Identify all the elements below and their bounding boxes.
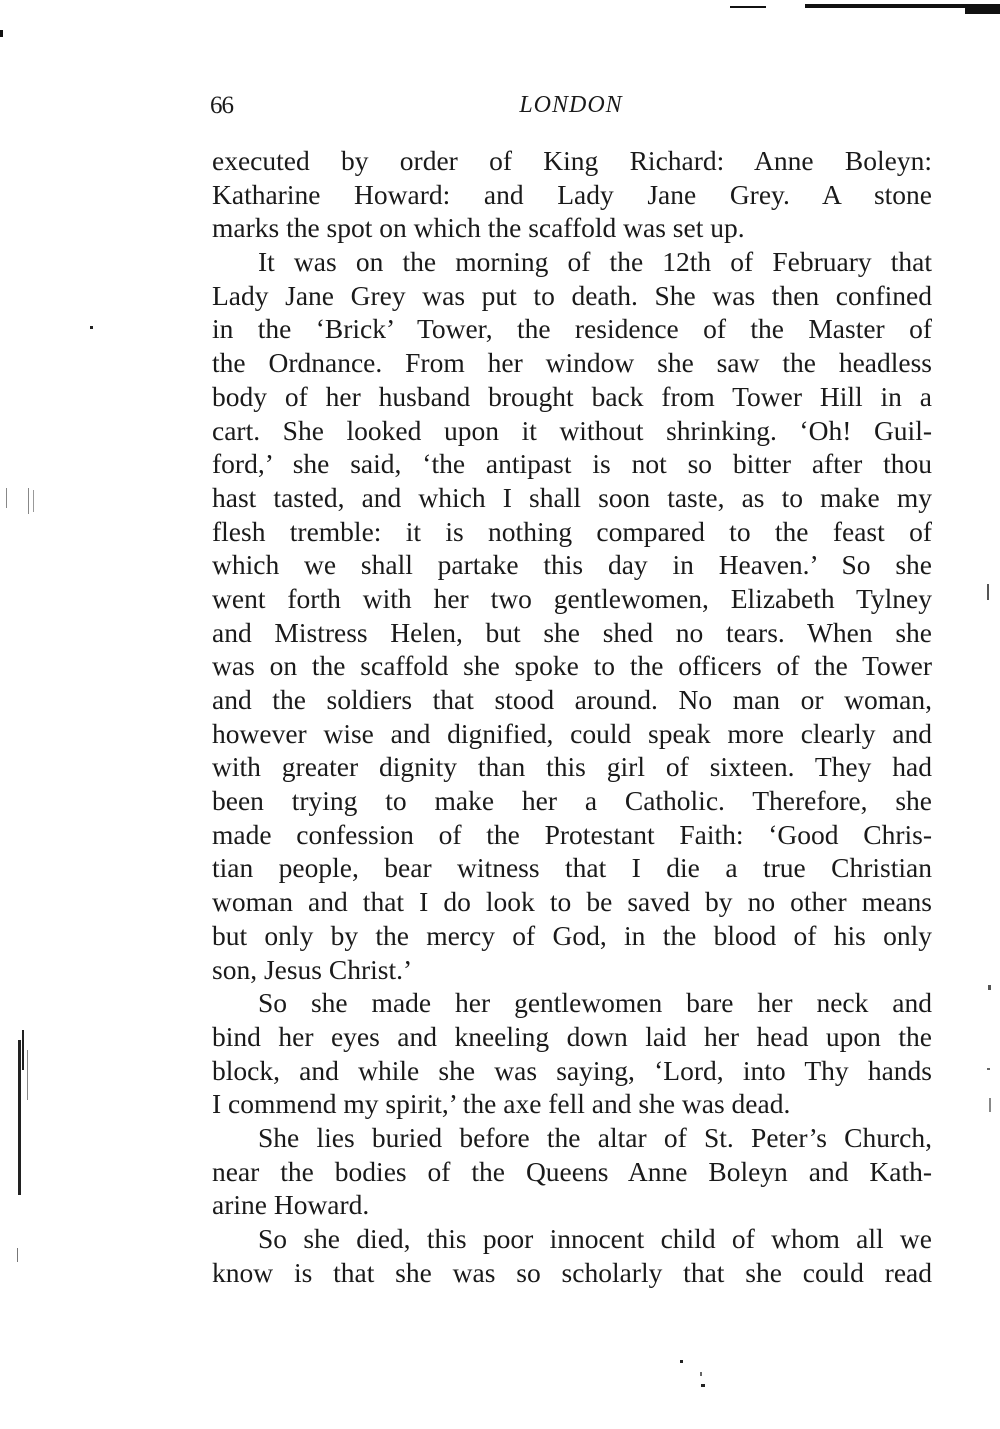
text-line: Lady Jane Grey was put to death. She was then confined: [212, 279, 932, 311]
scan-artifact-speck: [989, 1098, 991, 1112]
text-line: bind her eyes and kneeling down laid her head upon the: [212, 1020, 932, 1052]
scan-artifact-bar: [28, 488, 29, 514]
text-line: made confession of the Protestant Faith: ‘Good Chris-: [212, 818, 932, 850]
body-text: [212, 144, 932, 1289]
paragraph-first-line: So she died, this poor innocent child of whom all we: [258, 1223, 932, 1254]
text-line: hast tasted, and which I shall soon taste, as to make my: [212, 481, 932, 513]
scan-artifact-speck: [700, 1372, 702, 1376]
text-line: Katharine Howard: and Lady Jane Grey. A stone: [212, 178, 932, 210]
scan-artifact-rule: [730, 6, 766, 8]
text-line: was on the scaffold she spoke to the officers of the Tower: [212, 650, 932, 682]
running-title: LONDON: [519, 92, 623, 118]
text-line: flesh tremble: it is nothing compared to the feast of: [212, 515, 932, 547]
text-line: but only by the mercy of God, in the blood of his only: [212, 919, 932, 951]
scan-artifact-speck: [987, 1068, 990, 1070]
scan-artifact-speck: [988, 985, 991, 990]
text-line: woman and that I do look to be saved by no other means: [212, 886, 932, 918]
text-line: arine Howard.: [212, 1189, 370, 1221]
scan-artifact-rule: [965, 4, 1000, 14]
page-header: [210, 92, 932, 126]
text-line: which we shall partake this day in Heaven.’ So she: [212, 549, 932, 581]
scan-artifact-bar: [18, 1040, 21, 1195]
scan-artifact-speck: [90, 326, 93, 329]
scan-artifact-bar: [6, 488, 7, 508]
text-line: and the soldiers that stood around. No man or woman,: [212, 684, 932, 715]
text-line: ford,’ she said, ‘the antipast is not so bitter after thou: [212, 448, 932, 480]
scan-artifact-bar: [33, 490, 34, 512]
text-line: went forth with her two gentlewomen, Elizabeth Tylney: [212, 582, 932, 614]
scan-artifact-bar: [27, 1050, 28, 1100]
text-line: tian people, bear witness that I die a true Christian: [212, 852, 932, 884]
text-line: body of her husband brought back from Tower Hill in a: [212, 380, 932, 412]
text-line: marks the spot on which the scaffold was set up.: [212, 212, 745, 244]
text-line: executed by order of King Richard: Anne Boleyn:: [212, 145, 932, 176]
scan-artifact-bar: [17, 1248, 18, 1262]
scan-artifact-bar: [22, 1030, 24, 1070]
text-line: cart. She looked upon it without shrinking. ‘Oh! Guil-: [212, 414, 932, 446]
text-line: and Mistress Helen, but she shed no tears. When she: [212, 616, 932, 648]
paragraph-first-line: So she made her gentlewomen bare her neck and: [258, 987, 932, 1019]
scan-artifact-speck: [987, 584, 989, 600]
text-line: been trying to make her a Catholic. Therefore, she: [212, 785, 932, 817]
page-number: 66: [210, 92, 233, 119]
text-line: son, Jesus Christ.’: [212, 953, 413, 985]
text-line: know is that she was so scholarly that she could read: [212, 1256, 932, 1288]
scan-artifact-speck: [701, 1384, 705, 1387]
scan-artifact-speck: [680, 1360, 683, 1363]
scan-artifact-tick: [0, 30, 3, 37]
text-line: I commend my spirit,’ the axe fell and she was dead.: [212, 1088, 791, 1120]
text-line: however wise and dignified, could speak more clearly and: [212, 717, 932, 749]
text-line: block, and while she was saying, ‘Lord, into Thy hands: [212, 1054, 932, 1086]
text-line: the Ordnance. From her window she saw the headless: [212, 347, 932, 379]
paragraph-first-line: She lies buried before the altar of St. Peter’s Church,: [258, 1121, 932, 1153]
text-line: near the bodies of the Queens Anne Boleyn and Kath-: [212, 1155, 932, 1187]
text-line: with greater dignity than this girl of sixteen. They had: [212, 751, 932, 783]
text-line: in the ‘Brick’ Tower, the residence of the Master of: [212, 313, 932, 345]
paragraph-first-line: It was on the morning of the 12th of February that: [258, 246, 932, 278]
